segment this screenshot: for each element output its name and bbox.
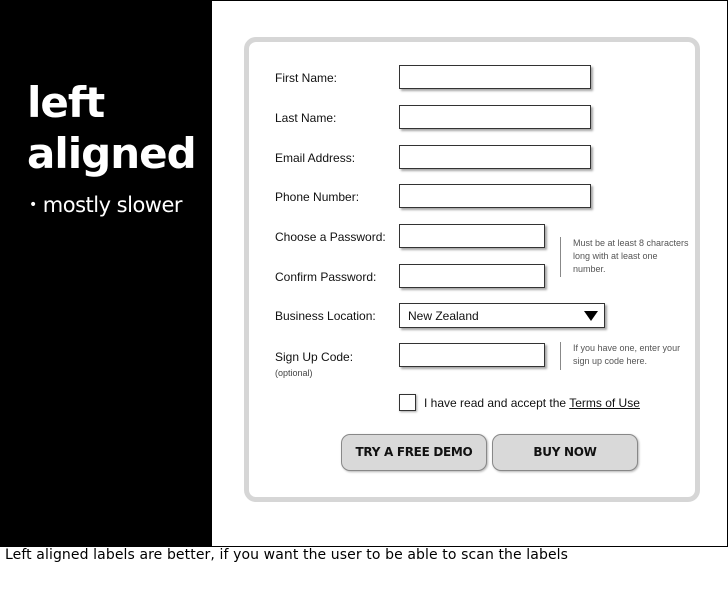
dropdown-arrow-icon[interactable] [584, 311, 598, 321]
bullet-text: mostly slower [42, 193, 183, 217]
signup-code-optional-note: (optional) [275, 368, 313, 378]
password-label: Choose a Password: [275, 230, 386, 244]
email-input[interactable] [399, 145, 591, 169]
first-name-input[interactable] [399, 65, 591, 89]
slide-heading [27, 77, 196, 179]
first-name-label: First Name: [275, 71, 338, 85]
bullet-point [29, 193, 182, 217]
last-name-label: Last Name: [275, 111, 337, 125]
terms-prefix: I have read and accept the [424, 396, 570, 410]
phone-label: Phone Number: [275, 190, 360, 204]
email-label: Email Address: [275, 151, 356, 165]
try-free-demo-button[interactable]: TRY A FREE DEMO [341, 434, 487, 471]
phone-input[interactable] [399, 184, 591, 208]
heading-line-1: left [27, 78, 105, 127]
location-select[interactable] [399, 303, 605, 328]
terms-checkbox[interactable] [399, 394, 416, 411]
terms-of-use-link[interactable]: Terms of Use [569, 396, 640, 410]
signup-code-label: Sign Up Code: [275, 350, 354, 364]
signup-code-input[interactable] [399, 343, 545, 367]
last-name-input[interactable] [399, 105, 591, 129]
password-input[interactable] [399, 224, 545, 248]
signup-code-hint: If you have one, enter your sign up code here. [560, 342, 690, 370]
location-label: Business Location: [275, 309, 376, 323]
buy-now-button[interactable]: BUY NOW [492, 434, 638, 471]
password-hint: Must be at least 8 characters long with at least one number. [560, 237, 690, 277]
confirm-password-input[interactable] [399, 264, 545, 288]
location-select-value: New Zealand [408, 309, 479, 323]
slide-caption: Left aligned labels are better, if you want the user to be able to scan the labels [5, 547, 569, 563]
confirm-password-label: Confirm Password: [275, 270, 377, 284]
terms-text [424, 396, 640, 410]
bullet-icon: • [29, 197, 37, 213]
heading-line-2: aligned [27, 129, 196, 178]
left-panel [1, 1, 212, 547]
